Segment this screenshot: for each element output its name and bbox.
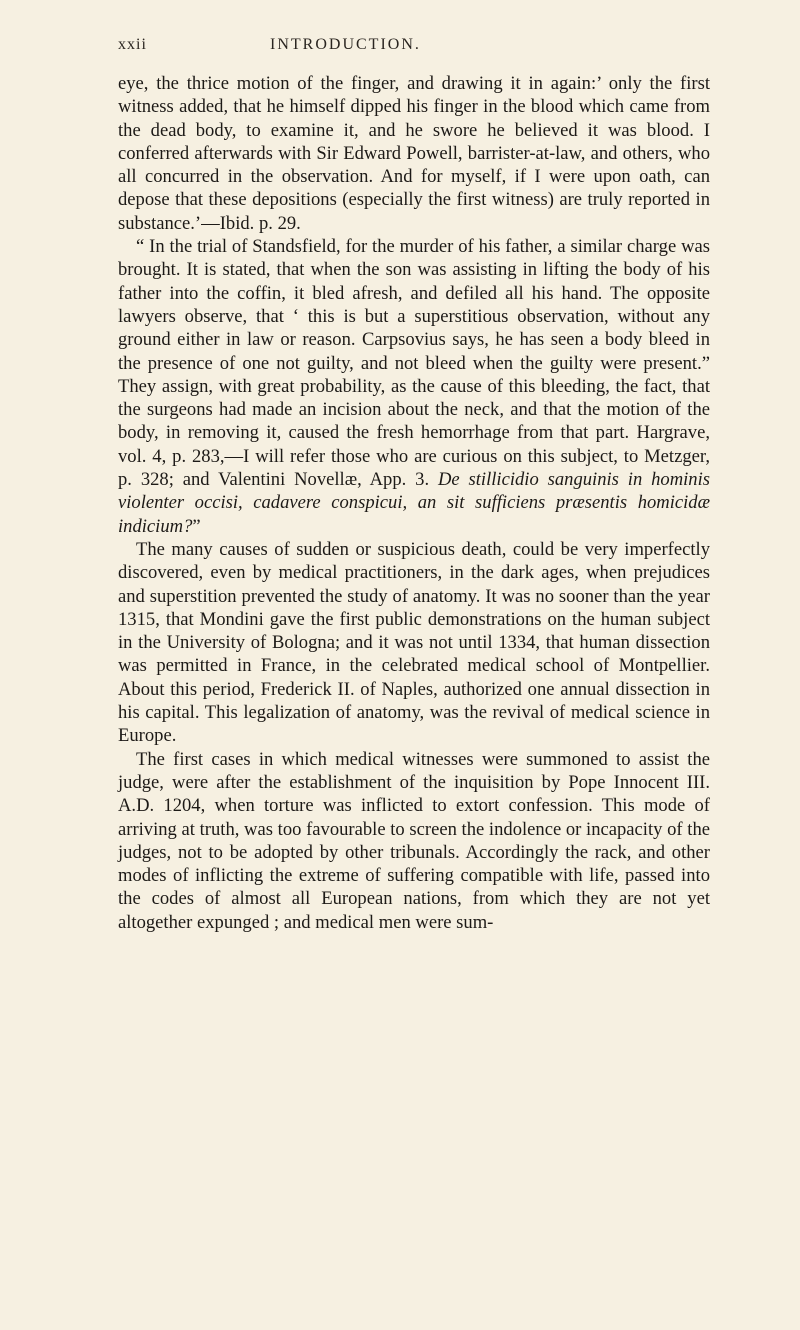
- paragraph-text: The many causes of sudden or suspicious death, could be very imperfectly discovered, even by medical practitioners, in the dark ages, when prejudices and superstition prevented the study of anatomy. It was no sooner than the year 1315, that Mondini gave the first public demonstrations on the human subject in the University of Bologna; and it was not until 1334, that human dissection was permitted in France, in the celebrated medical school of Montpellier. About this period, Frederick II. of Naples, authorized one annual dissection in his capital. This legalization of anatomy, was the revival of medical science in Europe.: [118, 538, 710, 747]
- paragraph-text: “ In the trial of Standsfield, for the murder of his father, a similar charge was brought. It is stated, that when the son was assisting in lifting the body of his father into the coffin, it bled afresh, and defiled all his hand. The opposite lawyers observe, that ‘ this is but a superstitious observation, without any ground either in law or reason. Carpsovius says, he has seen a body bleed in the presence of one not guilty, and not bleed when the guilty were present.” They assign, with great probability, as the cause of this bleeding, the fact, that the surgeons had made an incision about the neck, and that the motion of the body, in removing it, caused the fresh hemorrhage from that part. Hargrave, vol. 4, p. 283,—I will refer those who are curious on this subject, to Metzger, p. 328; and Valentini Novellæ, App. 3.: [118, 236, 710, 491]
- body-text: [118, 72, 710, 934]
- paragraph-continuation: [118, 72, 710, 235]
- paragraph-standsfield-trial: [118, 235, 710, 538]
- latin-title: De stillicidio sanguinis in hominis violenter occisi, cadavere conspicui, an sit sufficiens præsentis homicidæ indicium?: [118, 469, 710, 537]
- paragraph-text: The first cases in which medical witnesses were summoned to assist the judge, were after the establishment of the inquisition by Pope Innocent III. A.D. 1204, when torture was inflicted to extort confession. This mode of arriving at truth, was too favourable to screen the indolence or incapacity of the judges, not to be adopted by other tribunals. Accordingly the rack, and other modes of inflicting the extreme of suffering compatible with life, passed into the codes of almost all European nations, from which they are not yet altogether expunged ; and medical men were sum-: [118, 748, 710, 933]
- paragraph-medical-witnesses: [118, 748, 710, 934]
- paragraph-anatomy-history: [118, 538, 710, 748]
- running-head: [118, 36, 718, 60]
- page-number: xxii: [118, 36, 147, 53]
- running-title: INTRODUCTION.: [270, 36, 421, 53]
- closing-quote: ”: [192, 515, 201, 537]
- paragraph-text: eye, the thrice motion of the finger, and drawing it in again:’ only the first witness added, that he himself dipped his finger in the blood which came from the dead body, to examine it, and he swore he believed it was blood. I conferred afterwards with Sir Edward Powell, barrister-at-law, and others, who all concurred in the observation. And for myself, if I were upon oath, can depose that these depositions (especially the first witness) are truly reported in substance.’—Ibid. p. 29.: [118, 73, 710, 234]
